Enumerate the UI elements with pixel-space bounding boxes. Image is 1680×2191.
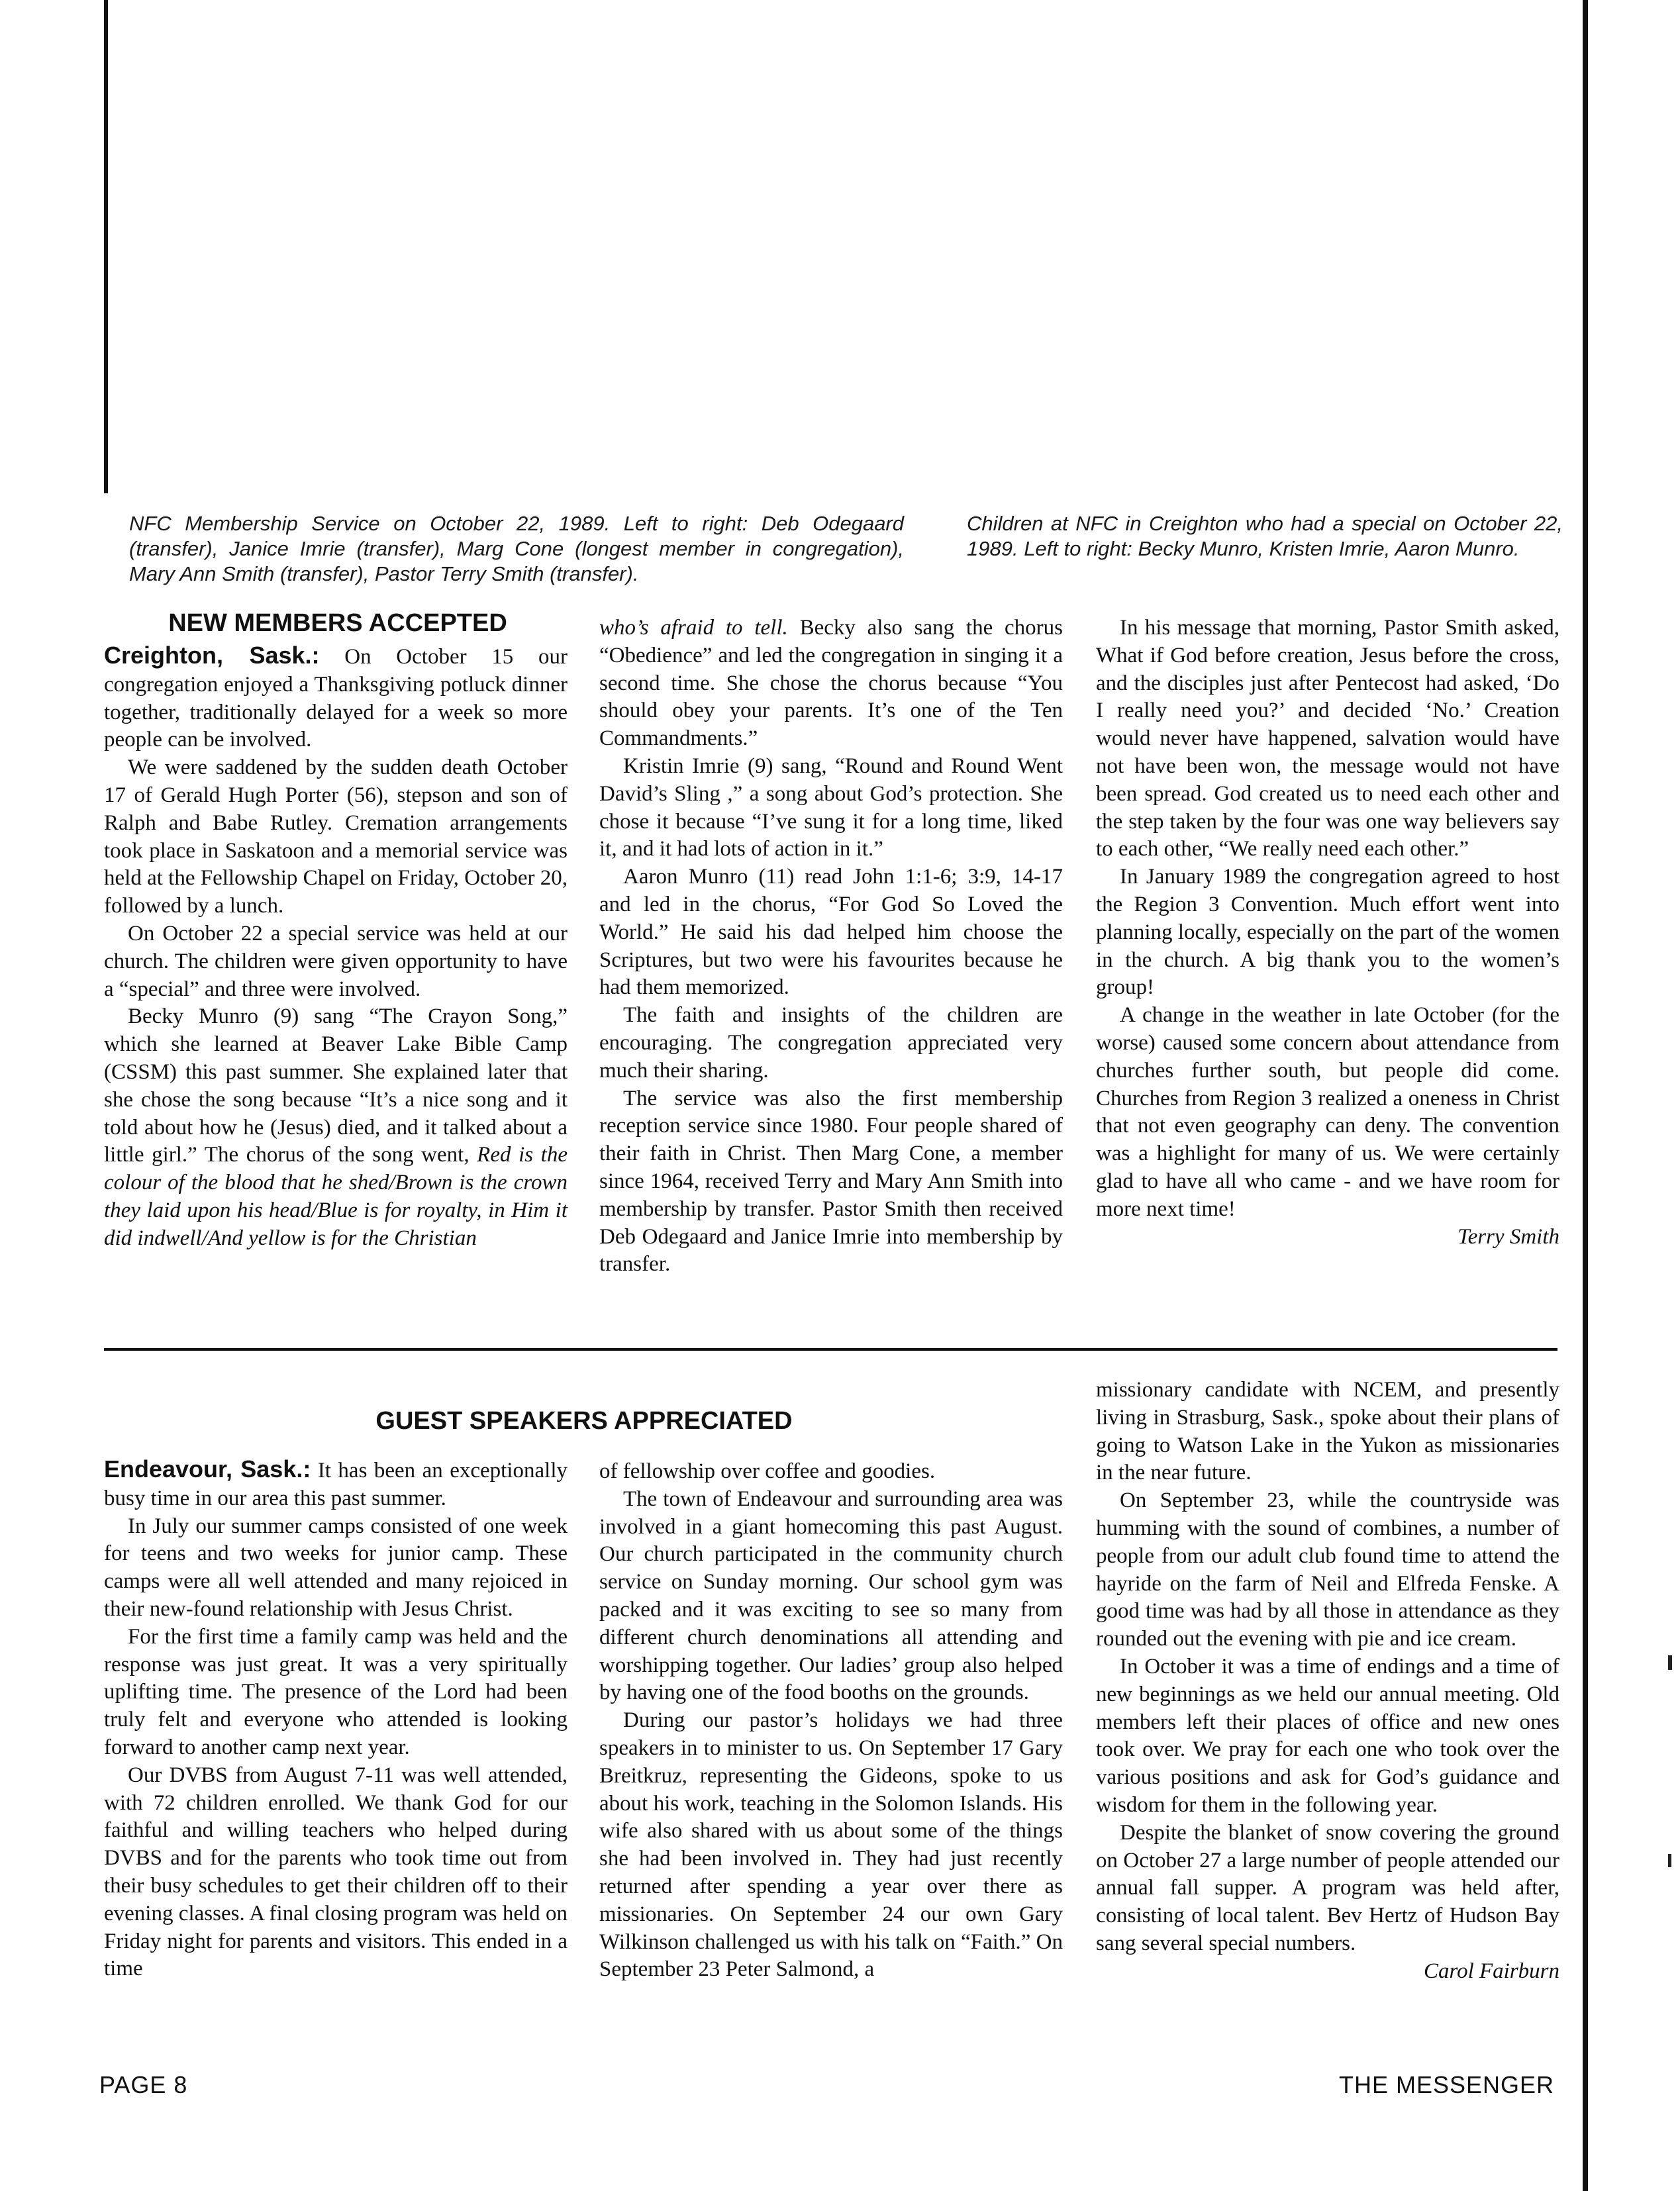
paragraph: of fellowship over coffee and goodies. bbox=[599, 1459, 936, 1483]
paragraph: The faith and insights of the children are encouraging. The congregation appreciated very much their sharing. bbox=[599, 1003, 1063, 1083]
article-column bbox=[599, 1458, 1063, 1984]
publication-name: THE MESSENGER bbox=[1338, 2071, 1554, 2098]
author-signature: Terry Smith bbox=[1458, 1224, 1559, 1249]
paragraph: Despite the blanket of snow covering the ground on October 27 a large number of people attended our annual fall supper. A program was held after, consisting of local talent. Bev Hertz of Hudson Bay sang several special numbers. bbox=[1096, 1820, 1559, 1955]
paragraph bbox=[104, 1003, 568, 1252]
paragraph: Kristin Imrie (9) sang, “Round and Round Went David’s Sling ,” a song about God’s protection. She chose it because “I’ve sung it for a long time, liked it, and it had lots of action in it.” bbox=[599, 754, 1063, 861]
article-headline: NEW MEMBERS ACCEPTED bbox=[168, 609, 507, 637]
paragraph: missionary candidate with NCEM, and presently living in Strasburg, Sask., spoke about their plans of going to Watson Lake in the Yukon as missionaries in the near future. bbox=[1096, 1378, 1559, 1485]
photo-area-blank bbox=[106, 0, 1576, 497]
paragraph-text: Becky Munro (9) sang “The Crayon Song,” which she learned at Beaver Lake Bible Camp (CSSM) this past summer. She explained later that she chose the song because “It’s a nice song and it told about how he (Jesus) died, and it talked about a little girl.” The chorus of the song went, bbox=[104, 1004, 568, 1167]
section-divider bbox=[104, 1348, 1557, 1351]
author-signature: Carol Fairburn bbox=[1423, 1959, 1559, 1983]
song-lyrics: Red is the colour of the blood that he shed/Brown is the crown they laid upon his head/Blue is for royalty, in Him it did indwell/And yellow is for the Christian bbox=[104, 1143, 568, 1250]
page-number: PAGE 8 bbox=[99, 2071, 188, 2098]
paragraph-text: Becky also sang the chorus “Obedience” and led the congregation in singing it a second time. She chose the chorus because “You should obey your parents. It’s one of the Ten Commandments.” bbox=[599, 616, 1063, 751]
scan-mark bbox=[1668, 1655, 1672, 1670]
photo-caption-right: Children at NFC in Creighton who had a special on October 22, 1989. Left to right: Becky Munro, Kristen Imrie, Aaron Munro. bbox=[967, 512, 1563, 560]
song-lyrics-end: who’s afraid to tell. bbox=[599, 616, 788, 640]
paragraph: For the first time a family camp was held and the response was just great. It was a very spiritually uplifting time. The presence of the Lord had been truly felt and everyone who attended is looking forward to another camp next year. bbox=[104, 1624, 568, 1759]
paragraph: On September 23, while the countryside was humming with the sound of combines, a number of people from our adult club found time to attend the hayride on the farm of Neil and Elfreda Fenske. A good time was had by all those in attendance as they rounded out the evening with pie and ice cream. bbox=[1096, 1488, 1559, 1651]
paragraph-text: On October 15 our congregation enjoyed a Thanksgiving potluck dinner together, traditionally delayed for a week so more people can be involved. bbox=[104, 645, 568, 752]
paragraph: During our pastor’s holidays we had three speakers in to minister to us. On September 17 Gary Breitkruz, representing the Gideons, spoke to us about his work, teaching in the Solomon Islands. His wife also shared with us about some of the things she had been involved in. They had just recently returned after spending a year over there as missionaries. On September 24 our own Gary Wilkinson challenged us with his talk on “Faith.” On September 23 Peter Salmond, a bbox=[599, 1708, 1063, 1982]
paragraph: Aaron Munro (11) read John 1:1-6; 3:9, 14-17 and led in the chorus, “For God So Loved the World.” He said his dad helped him choose the Scriptures, but two were his favourites because he had them memorized. bbox=[599, 865, 1063, 1000]
photo-caption-left: NFC Membership Service on October 22, 1989. Left to right: Deb Odegaard (transfer), Janice Imrie (transfer), Marg Cone (longest member in congregation), Mary Ann Smith (transfer), Pastor Terry Smith (transfer). bbox=[129, 512, 904, 585]
paragraph: We were saddened by the sudden death October 17 of Gerald Hugh Porter (56), stepson and son of Ralph and Babe Rutley. Cremation arrangements took place in Saskatoon and a memorial service was held at the Fellowship Chapel on Friday, October 20, followed by a lunch. bbox=[104, 755, 568, 918]
paragraph bbox=[104, 642, 568, 754]
dateline: Endeavour, Sask.: bbox=[104, 1455, 311, 1483]
article-column bbox=[104, 642, 568, 1253]
article-column bbox=[1096, 1377, 1559, 1986]
article-column bbox=[1096, 614, 1559, 1251]
paragraph: In his message that morning, Pastor Smith asked, What if God before creation, Jesus before the cross, and the disciples just after Pentecost had asked, ‘Do I really need you?’ and decided ‘No.’ Creation would never have happened, salvation would have not have been won, the message would not have been spread. God created us to need each other and the step taken by the four was one way believers say to each other, “We really need each other.” bbox=[1096, 616, 1559, 861]
paragraph bbox=[599, 614, 1063, 753]
paragraph: A change in the weather in late October (for the worse) caused some concern about attendance from churches further south, but people did come. Churches from Region 3 realized a oneness in Christ that not even geography can deny. The convention was a highlight for many of us. We were certainly glad to have all who came - and we have room for more next time! bbox=[1096, 1003, 1559, 1221]
article-column bbox=[104, 1455, 568, 1983]
dateline: Creighton, Sask.: bbox=[104, 642, 320, 669]
right-border-line bbox=[1583, 0, 1588, 2191]
paragraph-text: It has been an exceptionally busy time in our area this past summer. bbox=[104, 1459, 568, 1510]
scan-mark bbox=[1668, 1854, 1671, 1867]
article-headline: GUEST SPEAKERS APPRECIATED bbox=[375, 1407, 793, 1435]
paragraph: The service was also the first membership reception service since 1980. Four people shared of their faith in Christ. Then Marg Cone, a member since 1964, received Terry and Mary Ann Smith into membership by transfer. Pastor Smith then received Deb Odegaard and Janice Imrie into membership by transfer. bbox=[599, 1086, 1063, 1277]
paragraph: The town of Endeavour and surrounding area was involved in a giant homecoming this past August. Our church participated in the community church service on Sunday morning. Our school gym was packed and it was exciting to see so many from different church denominations all attending and worshipping together. Our ladies’ group also helped by having one of the food booths on the grounds. bbox=[599, 1486, 1063, 1705]
paragraph: In October it was a time of endings and a time of new beginnings as we held our annual meeting. Old members left their places of office and new ones took over. We pray for each one who took over the various positions and ask for God’s guidance and wisdom for them in the following year. bbox=[1096, 1654, 1559, 1817]
paragraph: In January 1989 the congregation agreed to host the Region 3 Convention. Much effort went into planning locally, especially on the part of the women in the church. A big thank you to the women’s group! bbox=[1096, 865, 1559, 1000]
paragraph: In July our summer camps consisted of one week for teens and two weeks for junior camp. These camps were all well attended and many rejoiced in their new-found relationship with Jesus Christ. bbox=[104, 1514, 568, 1621]
paragraph: Our DVBS from August 7-11 was well attended, with 72 children enrolled. We thank God for our faithful and willing teachers who helped during DVBS and for the parents who took time out from their busy schedules to get their children off to their evening classes. A final closing program was held on Friday night for parents and visitors. This ended in a time bbox=[104, 1763, 568, 1981]
paragraph bbox=[104, 1455, 568, 1513]
paragraph: On October 22 a special service was held at our church. The children were given opportunity to have a “special” and three were involved. bbox=[104, 921, 568, 1001]
article-column bbox=[599, 614, 1063, 1279]
